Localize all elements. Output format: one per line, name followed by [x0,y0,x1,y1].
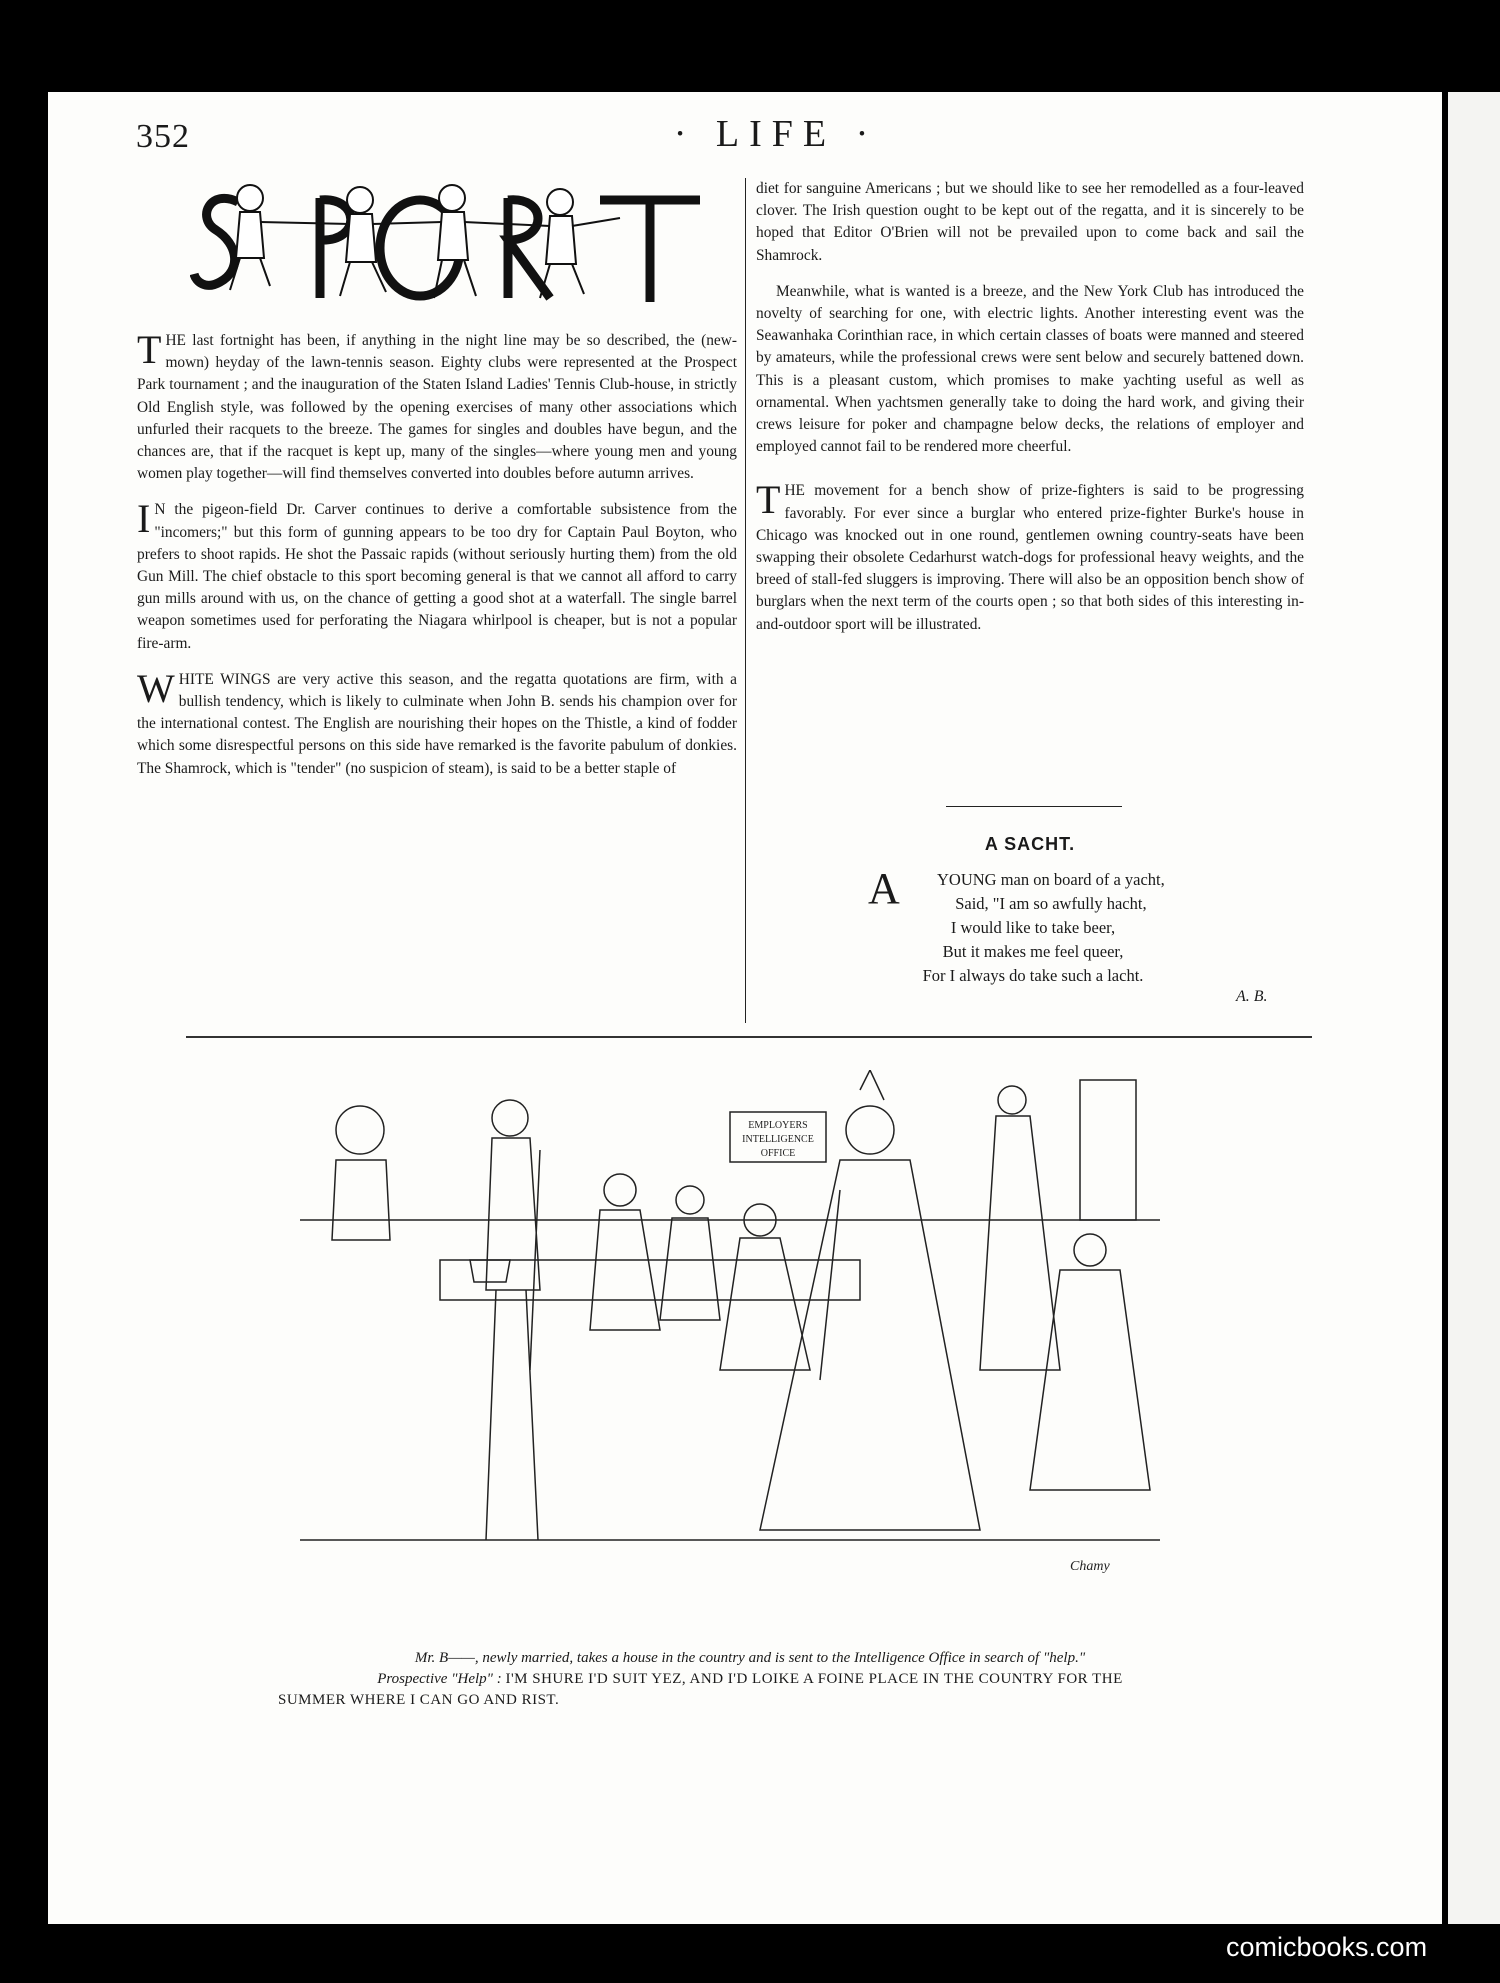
sign-text: OFFICE [760,1148,796,1159]
dropcap: I [137,496,151,542]
paragraph-text: HE last fortnight has been, if anything in the night line may be so described, the (new-mown) heyday of the lawn-tennis season. Eighty clubs were represented at the Prospect Park tournament ; and the inauguration of the Staten Island Ladies' Tennis Club-house, in strictly Old English style, was followed by the opening exercises of many other associations which unfurled their racquets to the breeze. The games for singles and doubles have begun, and the chances are, that if the racquet is kept up, many of the singles—where young men and young women play together—will find themselves converted into doubles before autumn arrives. [137,332,737,483]
paragraph-tennis [137,327,737,485]
sign-text: INTELLIGENCE [742,1134,814,1145]
dropcap: T [137,327,162,372]
cartoon-caption [270,1648,1230,1711]
poem-line: Said, "I am so awfully hacht, [955,894,1147,913]
sport-title-illustration [190,178,710,318]
paragraph-bench-show [756,477,1304,635]
artist-signature: Chamy [1070,1559,1110,1574]
page-number: 352 [136,118,190,155]
paragraph-pigeon-field [137,496,737,654]
poem-line: But it makes me feel queer, [942,942,1124,961]
watermark: comicbooks.com [1226,1932,1428,1962]
poem-title: A SACHT. [984,834,1076,854]
section-divider [946,806,1122,807]
poem-line: I would like to take beer, [950,918,1116,937]
paragraph-continued: diet for sanguine Americans ; but we should like to see her remodelled as a four-leaved clover. The Irish question ought to be kept out of the regatta, and it is sincerely to be hoped that Editor O'Brien will not be prevailed upon to come back and sail the Shamrock. [756,180,1304,264]
caption-line: Prospective "Help" : I'M SHURE I'D SUIT YEZ, AND I'D LOIKE A FOINE PLACE IN THE COUNTRY FOR THE [377,1671,1123,1687]
paragraph-text: HE movement for a bench show of prize-fighters is said to be progressing favorably. For ever since a burglar who entered prize-fighter Burke's house in Chicago was knocked out in one round, gentlemen owning country-seats have been swapping their obsolete Cedarhurst watch-dogs for professional heavy weights, and the breed of stall-fed sluggers is improving. There will also be an opposition bench show of burglars when the next term of the courts open ; so that both sides of this interesting in-and-outdoor sport will be illustrated. [756,482,1304,633]
right-column [756,178,1304,650]
poem-signature: A. B. [1236,988,1268,1005]
paragraph-white-wings [137,665,737,780]
horizontal-rule [186,1036,1312,1038]
paragraph-text: HITE WINGS are very active this season, and the regatta quotations are firm, with a bullish tendency, which is likely to culminate when John B. sends his champion over for the international contest. The English are nourishing their hopes on the Thistle, a kind of fodder which some disrespectful persons on this side have remarked is the favorite pabulum of donkies. The Shamrock, which is "tender" (no suspicion of steam), is said to be a better staple of [137,670,737,777]
paragraph-text: N the pigeon-field Dr. Carver continues to derive a comfortable subsistence from the "incomers;" but this form of gunning appears to be too dry for Captain Paul Boyton, who prefers to shoot rapids. He shot the Passaic rapids (without seriously hurting them) from the old Gun Mill. The chief obstacle to this sport becoming general is that we cannot all afford to carry gun mills around with us, on the chance of getting a good shot at a waterfall. The single barrel weapon sometimes used for perforating the Niagara whirlpool is cheaper, but is not a popular fire-arm. [137,501,737,652]
facing-page-edge [1448,92,1500,1924]
masthead: · LIFE · [673,113,879,155]
caption-line: SUMMER WHERE I CAN GO AND RIST. [278,1692,560,1708]
dropcap: T [756,477,781,523]
poem-line: For I always do take such a lacht. [922,966,1144,985]
poem [868,864,1198,988]
paragraph-breeze: Meanwhile, what is wanted is a breeze, and the New York Club has introduced the novelty of searching for one, with electric lights. Another interesting event was the Seawanhaka Corinthian race, in which certain classes of boats were manned and steered by amateurs, while the professional crews were sent below and securely battened down. This is a pleasant custom, which promises to make yachting useful as well as ornamental. When yachtsmen generally take to doing the hard work, and giving their crews leisure for poker and champagne below decks, the relations of employer and employed cannot fail to be rendered more cheerful. [756,282,1304,456]
sign-text: EMPLOYERS [748,1120,808,1131]
cartoon-illustration [300,1070,1160,1640]
left-column [137,327,737,794]
poem-line: A YOUNG man on board of a yacht, [868,864,1165,913]
column-divider [745,178,746,1023]
dropcap: W [137,665,175,711]
dropcap: A [868,864,900,913]
caption-line: Mr. B——, newly married, takes a house in the country and is sent to the Intelligence Office in search of "help." [414,1650,1086,1666]
